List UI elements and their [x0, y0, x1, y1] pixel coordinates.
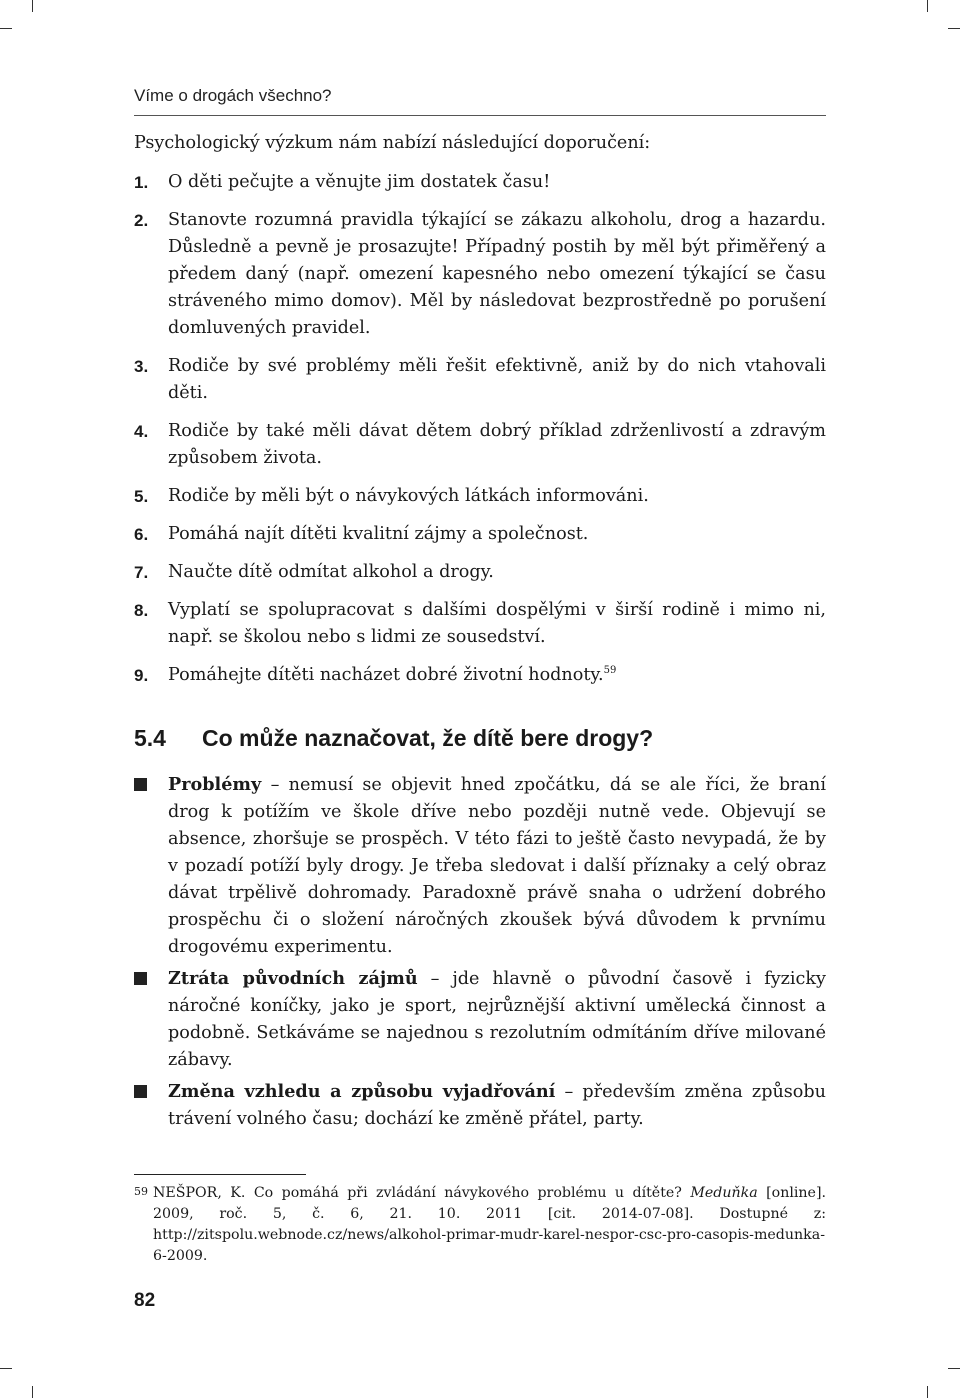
crop-mark — [32, 0, 33, 12]
item-number: 4. — [134, 422, 149, 441]
item-number: 3. — [134, 357, 149, 376]
item-text: Rodiče by také měli dávat dětem dobrý příklad zdrženlivostí a zdravým způsobem života. — [168, 421, 826, 468]
item-text: Stanovte rozumná pravidla týkající se zákazu alkoholu, drog a hazardu. Důsledně a pevně je prosazujte! Případný postih by měl být přiměřený a předem daný (např. omezení kapesného nebo omezení týkající se času stráveného mimo domov). Měl by následovat bezprostředně po porušení domluvených pravidel. — [168, 210, 826, 338]
sign-description: – nemusí se objevit hned zpočátku, dá se ale říci, že braní drog k potížím ve škole dříve nebo později nutně vede. Objevují se absence, zhoršuje se prospěch. V této fázi to ještě často nevypadá, že by v pozadí potíží byly drogy. Je třeba sledovat i další příznaky a celý obraz dávat trpělivě dohromady. Paradoxně právě snaha o udržení dobrého prospěchu či o složení náročných zkoušek bývá důvodem k prvnímu drogovému experimentu. — [168, 775, 826, 957]
square-bullet-icon — [134, 771, 168, 961]
item-number: 6. — [134, 525, 149, 544]
item-number: 2. — [134, 211, 149, 230]
list-item — [134, 353, 826, 407]
footnote-journal: Meduňka — [690, 1185, 758, 1201]
item-text: O děti pečujte a věnujte jim dostatek času! — [168, 172, 551, 192]
item-text-block — [168, 965, 826, 1074]
item-text-with-footnote — [168, 662, 826, 689]
section-title: Co může naznačovat, že dítě bere drogy? — [202, 725, 654, 751]
item-number: 7. — [134, 563, 149, 582]
list-item — [134, 965, 826, 1074]
page-body — [134, 130, 826, 1137]
item-text: Rodiče by měli být o návykových látkách informováni. — [168, 486, 649, 506]
footnote-source: [online]. 2009, roč. 5, č. 6, 21. 10. 2011 [cit. 2014-07-08]. Dostupné z: http://zitspolu.webnode.cz/news/alkohol-primar-mudr-karel-nespor-csc-pro-casopis-medunka-6-2009. — [153, 1185, 826, 1264]
crop-mark — [32, 1386, 33, 1398]
footnote-number: 59 — [134, 1185, 148, 1198]
sign-term: Problémy — [168, 774, 262, 795]
list-item — [134, 483, 826, 510]
item-text: Vyplatí se spolupracovat s dalšími dospělými v širší rodině i mimo ni, např. se školou nebo s lidmi ze sousedství. — [168, 600, 826, 647]
section-number: 5.4 — [134, 725, 166, 751]
footnote-citation: NEŠPOR, K. Co pomáhá při zvládání návykového problému u dítěte? — [153, 1185, 691, 1201]
item-number: 9. — [134, 666, 149, 685]
sign-term: Změna vzhledu a způsobu vyjadřování — [168, 1081, 556, 1102]
list-item — [134, 207, 826, 342]
square-bullet-icon — [134, 1078, 168, 1133]
footnote-text — [153, 1183, 826, 1267]
item-text: Rodiče by své problémy měli řešit efektivně, aniž by do nich vtahovali děti. — [168, 356, 826, 403]
item-text: Naučte dítě odmítat alkohol a drogy. — [168, 562, 494, 582]
intro-paragraph: Psychologický výzkum nám nabízí následující doporučení: — [134, 133, 651, 153]
item-number: 8. — [134, 601, 149, 620]
item-text: Pomáhejte dítěti nacházet dobré životní hodnoty. — [168, 665, 604, 685]
item-text: Pomáhá najít dítěti kvalitní zájmy a společnost. — [168, 524, 589, 544]
sign-description: – především změna způsobu trávení volného času; dochází ke změně přátel, party. — [168, 1082, 826, 1129]
item-text-block — [168, 771, 826, 961]
item-number: 5. — [134, 487, 149, 506]
list-item — [134, 418, 826, 472]
list-item — [134, 771, 826, 961]
crop-mark — [948, 28, 960, 29]
list-item — [134, 1078, 826, 1133]
section-heading — [134, 723, 826, 753]
list-item — [134, 662, 826, 689]
sign-term: Ztráta původních zájmů — [168, 968, 418, 989]
crop-mark — [948, 1368, 960, 1369]
crop-mark — [927, 1386, 928, 1398]
recommendation-list — [134, 169, 826, 689]
footnote-rule — [134, 1174, 306, 1175]
header-rule — [134, 115, 826, 116]
list-item — [134, 521, 826, 548]
crop-mark — [0, 28, 12, 29]
footnote — [134, 1183, 826, 1267]
crop-mark — [927, 0, 928, 12]
page-number: 82 — [134, 1290, 156, 1311]
warning-signs-list — [134, 771, 826, 1133]
item-text-block — [168, 1078, 826, 1133]
square-bullet-icon — [134, 965, 168, 1074]
item-number: 1. — [134, 173, 149, 192]
list-item — [134, 597, 826, 651]
list-item — [134, 559, 826, 586]
crop-mark — [0, 1368, 12, 1369]
footnote-reference[interactable]: 59 — [603, 665, 617, 677]
running-head: Víme o drogách všechno? — [134, 86, 332, 105]
sign-description: – jde hlavně o původní časově i fyzicky náročné koníčky, jako je sport, nejrůznější aktivní umělecká činnost a podobně. Setkáváme se najednou s rezolutním odmítáním dříve milované zábavy. — [168, 969, 826, 1070]
list-item — [134, 169, 826, 196]
